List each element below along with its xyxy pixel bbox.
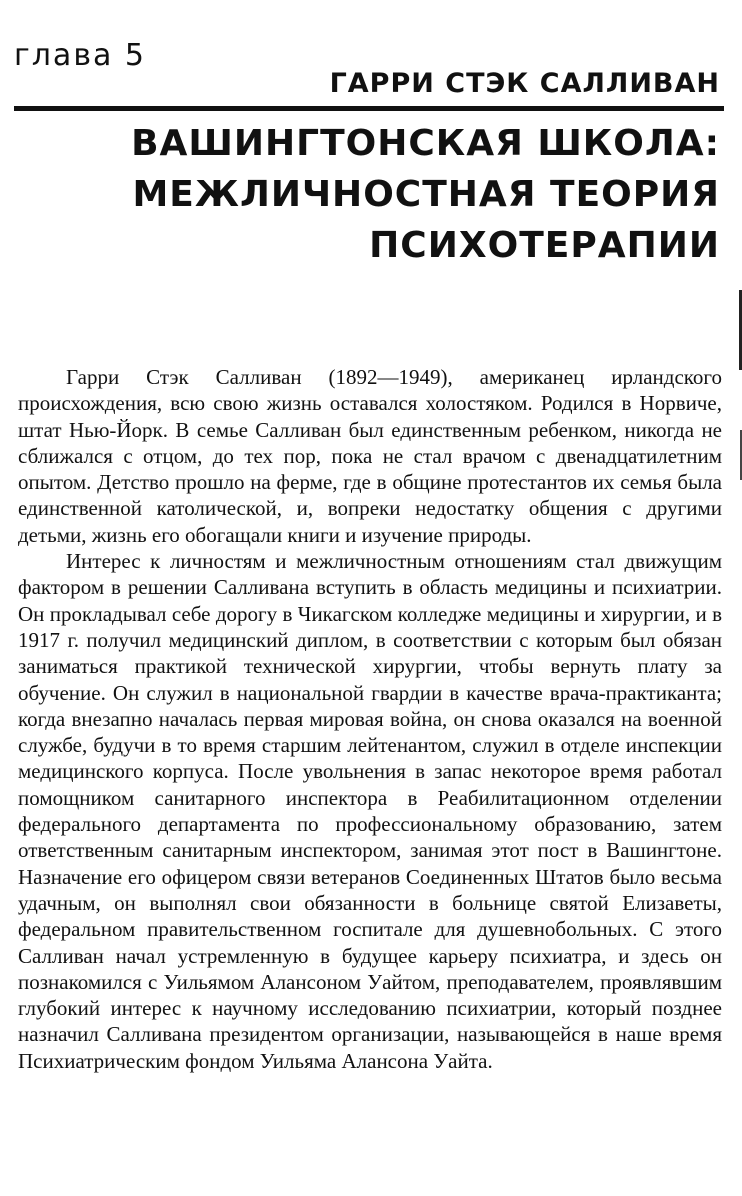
body-text bbox=[18, 364, 722, 1074]
chapter-title-line-1: ВАШИНГТОНСКАЯ ШКОЛА: bbox=[131, 123, 720, 164]
chapter-title-line-3: ПСИХОТЕРАПИИ bbox=[369, 225, 720, 266]
paragraph: Гарри Стэк Салливан (1892—1949), американец ирландского происхождения, всю свою жизнь оставался холостяком. Родился в Норвиче, штат Нью-Йорк. В семье Салливан был единственным ребенком, никогда не сближался с отцом, до тех пор, пока не стал врачом с двенадцатилетним опытом. Детство прошло на ферме, где в общине протестантов их семья была единственной католической, и, вопреки недостатку общения с другими детьми, жизнь его обогащали книги и изучение природы. bbox=[18, 365, 722, 547]
chapter-title-line-2: МЕЖЛИЧНОСТНАЯ ТЕОРИЯ bbox=[132, 174, 720, 215]
chapter-title bbox=[131, 118, 720, 271]
paragraph: Интерес к личностям и межличностным отношениям стал движущим фактором в решении Салливана вступить в область медицины и психиатрии. Он прокладывал себе дорогу в Чикагском колледже медицины и хирургии, и в 1917 г. получил медицинский диплом, в соответствии с которым был обязан заниматься практикой технической хирургии, чтобы вернуть плату за обучение. Он служил в национальной гвардии в качестве врача-практиканта; когда внезапно началась первая мировая война, он снова оказался на военной службе, будучи в то время старшим лейтенантом, служил в отделе инспекции медицинского корпуса. После увольнения в запас некоторое время работал помощником санитарного инспектора в Реабилитационном отделении федерального департамента по профессиональному образованию, затем ответственным санитарным инспектором, занимая этот пост в Вашингтоне. Назначение его офицером связи ветеранов Соединенных Штатов было весьма удачным, он выполнял свои обязанности в больнице святой Елизаветы, федеральном правительственном госпитале для душевнобольных. С этого Салливан начал устремленную в будущее карьеру психиатра, и здесь он познакомился с Уильямом Алансоном Уайтом, преподавателем, проявлявшим глубокий интерес к научному исследованию психиатрии, который позднее назначил Салливана президентом организации, называющейся в наше время Психиатрическим фондом Уильяма Алансона Уайта. bbox=[18, 549, 722, 1073]
header-rule bbox=[14, 106, 724, 111]
author-name: ГАРРИ СТЭК САЛЛИВАН bbox=[329, 68, 720, 99]
chapter-label: глава 5 bbox=[14, 38, 147, 73]
